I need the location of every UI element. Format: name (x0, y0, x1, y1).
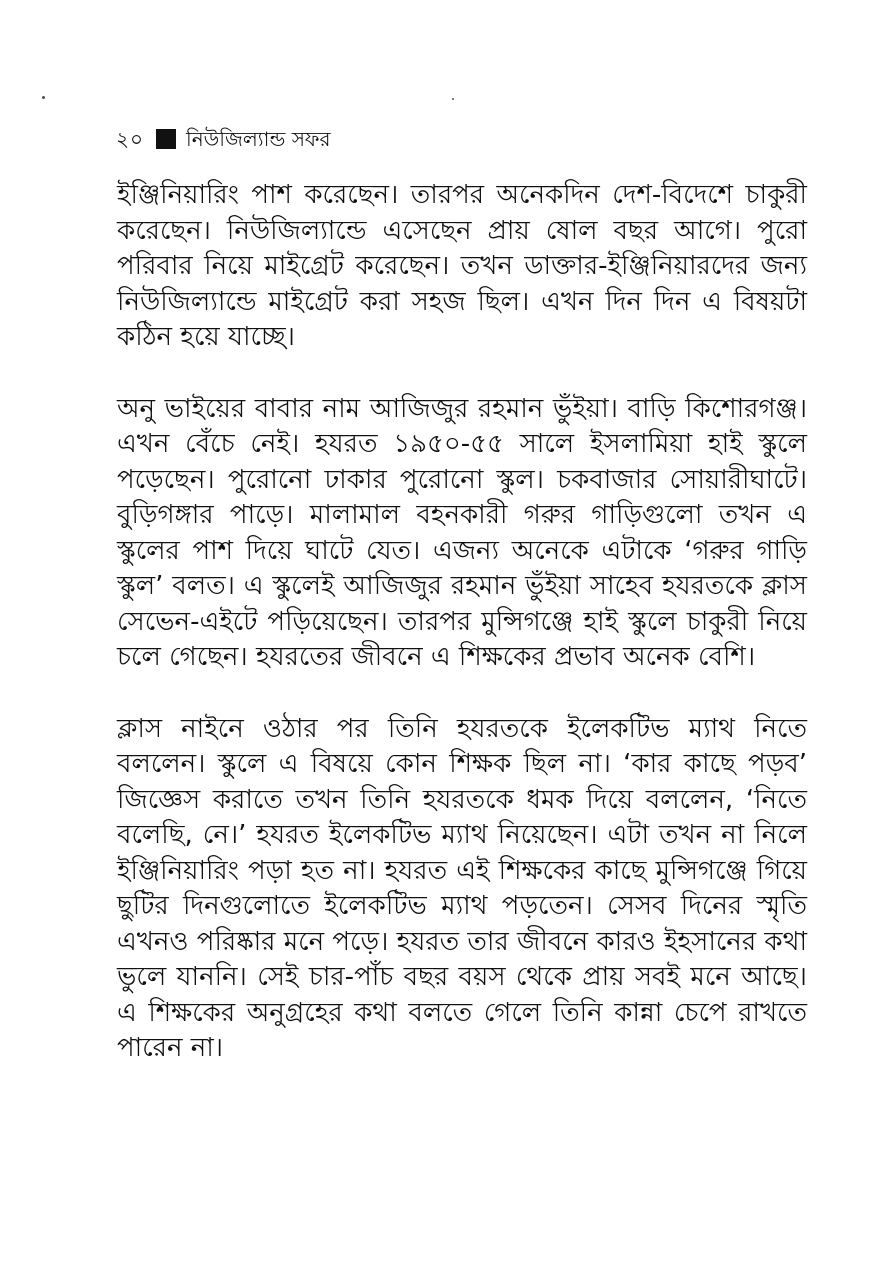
paragraph-1: ইঞ্জিনিয়ারিং পাশ করেছেন। তারপর অনেকদিন দেশ-বিদেশে চাকুরী করেছেন। নিউজিল্যান্ডে এসেছেন প্রায় ষোল বছর আগে। পুরো পরিবার নিয়ে মাইগ্রেট করেছেন। তখন ডাক্তার-ইঞ্জিনিয়ারদের জন্য নিউজিল্যান্ডে মাইগ্রেট করা সহজ ছিল। এখন দিন দিন এ বিষয়টা কঠিন হয়ে যাচ্ছে। (117, 180, 807, 352)
paragraph-3: ক্লাস নাইনে ওঠার পর তিনি হযরতকে ইলেকটিভ ম্যাথ নিতে বললেন। স্কুলে এ বিষয়ে কোন শিক্ষক ছিল না। ‘কার কাছে পড়ব’ জিজ্ঞেস করাতে তখন তিনি হযরতকে ধমক দিয়ে বললেন, ‘নিতে বলেছি, নে।’ হযরত ইলেকটিভ ম্যাথ নিয়েছেন। এটা তখন না নিলে ইঞ্জিনিয়ারিং পড়া হত না। হযরত এই শিক্ষকের কাছে মুন্সিগঞ্জে গিয়ে ছুটির দিনগুলোতে ইলেকটিভ ম্যাথ পড়তেন। সেসব দিনের স্মৃতি এখনও পরিষ্কার মনে পড়ে। হযরত তার জীবনে কারও ইহসানের কথা ভুলে যাননি। সেই চার-পাঁচ বছর বয়স থেকে প্রায় সবই মনে আছে। এ শিক্ষকের অনুগ্রহের কথা বলতে গেলে তিনি কান্না চেপে রাখতে পারেন না। (117, 713, 807, 1063)
body-text (117, 178, 807, 1067)
book-title: নিউজিল্যান্ড সফর (186, 127, 331, 151)
scan-speck (452, 98, 454, 100)
scan-speck (42, 96, 45, 99)
running-header (116, 124, 331, 154)
paragraph-2: অনু ভাইয়ের বাবার নাম আজিজুর রহমান ভুঁইয়া। বাড়ি কিশোরগঞ্জ। এখন বেঁচে নেই। হযরত ১৯৫০-৫৫ সালে ইসলামিয়া হাই স্কুলে পড়েছেন। পুরোনো ঢাকার পুরোনো স্কুল। চকবাজার সোয়ারীঘাটে। বুড়িগঙ্গার পাড়ে। মালামাল বহনকারী গরুর গাড়িগুলো তখন এ স্কুলের পাশ দিয়ে ঘাটে যেত। এজন্য অনেকে এটাকে ‘গরুর গাড়ি স্কুল’ বলত। এ স্কুলেই আজিজুর রহমান ভুঁইয়া সাহেব হযরতকে ক্লাস সেভেন-এইটে পড়িয়েছেন। তারপর মুন্সিগঞ্জে হাই স্কুলে চাকুরী নিয়ে চলে গেছেন। হযরতের জীবনে এ শিক্ষকের প্রভাব অনেক বেশি। (117, 393, 807, 672)
page-number: ২০ (116, 127, 145, 151)
black-square-icon (156, 129, 176, 149)
